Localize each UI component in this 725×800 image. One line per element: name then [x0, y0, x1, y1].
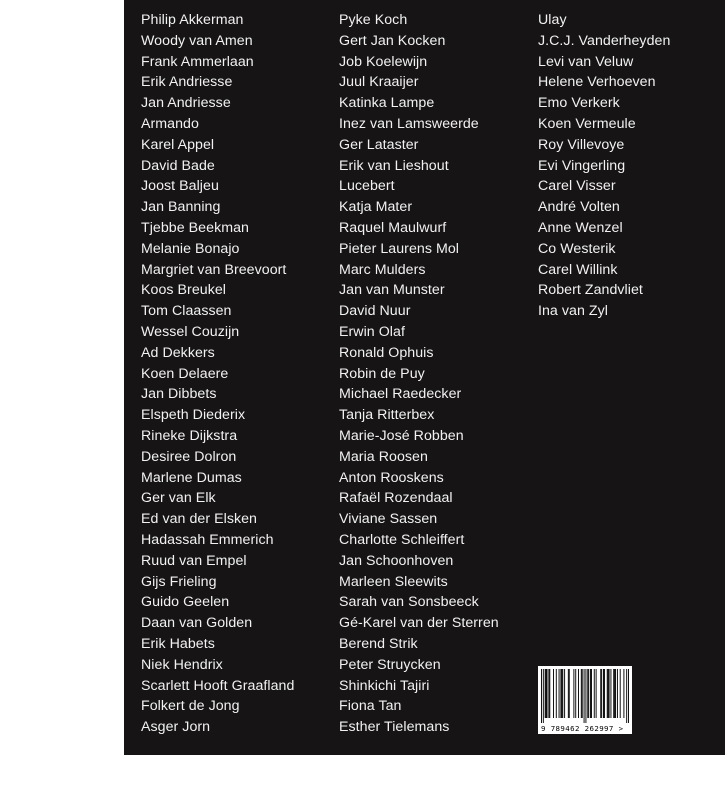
artist-name: Margriet van Breevoort: [141, 261, 287, 278]
barcode-bar: [601, 669, 602, 718]
artist-name: Pyke Koch: [339, 12, 408, 28]
barcode-bar: [560, 669, 561, 718]
artist-name: Jan Andriesse: [141, 95, 231, 112]
barcode-bar: [561, 669, 562, 718]
barcode-bar: [608, 669, 609, 718]
artist-name: Tanja Ritterbex: [339, 407, 435, 424]
back-cover: [124, 0, 725, 755]
artist-name: Anton Rooskens: [339, 469, 444, 486]
artist-name: Fiona Tan: [339, 698, 402, 715]
artist-name: Maria Roosen: [339, 448, 428, 465]
artist-name: Viviane Sassen: [339, 511, 438, 528]
artist-name: Roy Villevoye: [538, 136, 625, 153]
artist-name: Ed van der Elsken: [141, 511, 257, 528]
barcode-bar: [556, 669, 557, 718]
artist-name: Jan van Munster: [339, 282, 445, 299]
barcode-bar: [584, 669, 585, 723]
artist-name: Carel Willink: [538, 261, 618, 278]
artist-name: Levi van Veluw: [538, 53, 634, 70]
barcode-bar: [614, 669, 615, 718]
barcode-bar: [628, 669, 629, 723]
barcode-bar: [600, 669, 601, 718]
barcode-bar: [590, 669, 591, 718]
barcode-bar: [620, 669, 621, 718]
artist-name: Inez van Lamsweerde: [339, 115, 479, 132]
barcode-bar: [609, 669, 610, 718]
artist-name: David Bade: [141, 157, 215, 174]
artist-name: Asger Jorn: [141, 719, 211, 736]
artist-name: Ina van Zyl: [538, 303, 608, 320]
names-column-2: [339, 10, 499, 738]
artist-name: Emo Verkerk: [538, 95, 620, 112]
artist-name: Co Westerik: [538, 240, 616, 257]
artist-name: Katinka Lampe: [339, 95, 435, 112]
artist-name: Anne Wenzel: [538, 219, 623, 236]
artist-name: Erik Habets: [141, 635, 215, 652]
artist-name: Woody van Amen: [141, 32, 253, 49]
barcode-bar: [617, 669, 618, 718]
barcode-bars: [541, 669, 629, 723]
barcode-bar: [543, 669, 544, 723]
artist-name: Katja Mater: [339, 199, 413, 216]
artist-name: Jan Dibbets: [141, 386, 217, 403]
artist-name: Erwin Olaf: [339, 323, 405, 340]
barcode-bar: [610, 669, 611, 718]
barcode-bar: [549, 669, 550, 718]
barcode-bar: [604, 669, 605, 718]
barcode-bar: [541, 669, 542, 723]
artist-name: Raquel Maulwurf: [339, 219, 447, 236]
artist-name: J.C.J. Vanderheyden: [538, 32, 671, 49]
artist-name: Desiree Dolron: [141, 448, 237, 465]
artist-name: Berend Strik: [339, 635, 418, 652]
barcode-bar: [545, 669, 546, 718]
artist-name: David Nuur: [339, 303, 411, 320]
artist-name: Armando: [141, 115, 199, 132]
artist-name: Jan Schoonhoven: [339, 552, 454, 569]
barcode-number: 9 789462 262997 >: [541, 724, 624, 733]
isbn-barcode: [538, 666, 632, 734]
artist-name: Peter Struycken: [339, 656, 441, 673]
artist-name: Sarah van Sonsbeeck: [339, 594, 479, 611]
barcode-bar: [603, 669, 604, 718]
barcode-bar: [585, 669, 586, 723]
artist-name: Karel Appel: [141, 136, 215, 153]
artist-name: Marlene Dumas: [141, 469, 242, 486]
barcode-bar: [548, 669, 549, 718]
artist-name: Guido Geelen: [141, 594, 230, 611]
barcode-bar: [559, 669, 560, 718]
artist-name: Rineke Dijkstra: [141, 427, 238, 444]
artist-name: Evi Vingerling: [538, 157, 626, 174]
barcode-bar: [568, 669, 569, 718]
artist-name: Gijs Frieling: [141, 573, 217, 590]
artist-name: Lucebert: [339, 178, 395, 195]
artist-name: Pieter Laurens Mol: [339, 240, 459, 257]
artist-name: Robin de Puy: [339, 365, 425, 382]
artist-name: Folkert de Jong: [141, 698, 240, 715]
artist-name: Ger Lataster: [339, 136, 419, 153]
artist-name: Carel Visser: [538, 178, 616, 195]
artist-name: Michael Raedecker: [339, 386, 462, 403]
artist-name: Marleen Sleewits: [339, 573, 448, 590]
artist-name: Erik Andriesse: [141, 74, 233, 91]
artist-name: Tom Claassen: [141, 303, 232, 320]
barcode-bar: [591, 669, 592, 718]
artist-name: Marie-José Robben: [339, 427, 464, 444]
barcode-bar: [546, 669, 547, 718]
artist-name: Juul Kraaijer: [339, 74, 419, 91]
barcode-bar: [587, 669, 588, 718]
barcode-bar: [562, 669, 563, 718]
barcode-bar: [578, 669, 579, 718]
names-column-3: [538, 10, 670, 322]
artist-name: Jan Banning: [141, 199, 221, 216]
artist-name: Robert Zandvliet: [538, 282, 643, 299]
artist-name: Koos Breukel: [141, 282, 226, 299]
artist-name: Erik van Lieshout: [339, 157, 449, 174]
barcode-bar: [596, 669, 597, 718]
barcode-bar: [615, 669, 616, 718]
artist-name: Ad Dekkers: [141, 344, 215, 361]
barcode-bar: [607, 669, 608, 718]
artist-name: Niek Hendrix: [141, 656, 223, 673]
artist-name: Hadassah Emmerich: [141, 531, 274, 548]
barcode-bar: [613, 669, 614, 718]
artist-name: Ulay: [538, 12, 567, 28]
artist-name: Gert Jan Kocken: [339, 32, 446, 49]
artist-name: Shinkichi Tajiri: [339, 677, 430, 694]
artist-name: Tjebbe Beekman: [141, 219, 249, 236]
artist-name: Koen Vermeule: [538, 115, 636, 132]
barcode-bar: [594, 669, 595, 718]
artist-name: Marc Mulders: [339, 261, 426, 278]
artist-name: Koen Delaere: [141, 365, 229, 382]
artist-name: Rafaël Rozendaal: [339, 490, 453, 507]
artist-name: Ger van Elk: [141, 490, 216, 507]
barcode-bar: [564, 669, 565, 718]
barcode-bar: [547, 669, 548, 718]
artist-name: Wessel Couzijn: [141, 323, 240, 340]
barcode-bar: [581, 669, 582, 718]
artist-name: Daan van Golden: [141, 615, 253, 632]
barcode-bar: [573, 669, 574, 718]
artist-name: André Volten: [538, 199, 620, 216]
barcode-bar: [575, 669, 576, 718]
artist-name: Philip Akkerman: [141, 12, 244, 28]
barcode-bar: [582, 669, 583, 718]
artist-name: Ruud van Empel: [141, 552, 247, 569]
artist-name: Helene Verhoeven: [538, 74, 656, 91]
artist-name: Job Koelewijn: [339, 53, 428, 70]
artist-name: Gé-Karel van der Sterren: [339, 615, 499, 632]
barcode-bar: [623, 669, 624, 718]
artist-name: Melanie Bonajo: [141, 240, 240, 257]
names-column-1: [141, 10, 294, 738]
artist-name: Joost Baljeu: [141, 178, 219, 195]
barcode-bar: [553, 669, 554, 718]
artist-name: Frank Ammerlaan: [141, 53, 254, 70]
barcode-bar: [626, 669, 627, 723]
artist-name: Charlotte Schleiffert: [339, 531, 465, 548]
artist-name: Scarlett Hooft Graafland: [141, 677, 295, 694]
artist-name: Ronald Ophuis: [339, 344, 434, 361]
barcode-bar: [588, 669, 589, 718]
artist-name: Elspeth Diederix: [141, 407, 246, 424]
artist-name: Esther Tielemans: [339, 719, 450, 736]
barcode-bar: [569, 669, 570, 718]
